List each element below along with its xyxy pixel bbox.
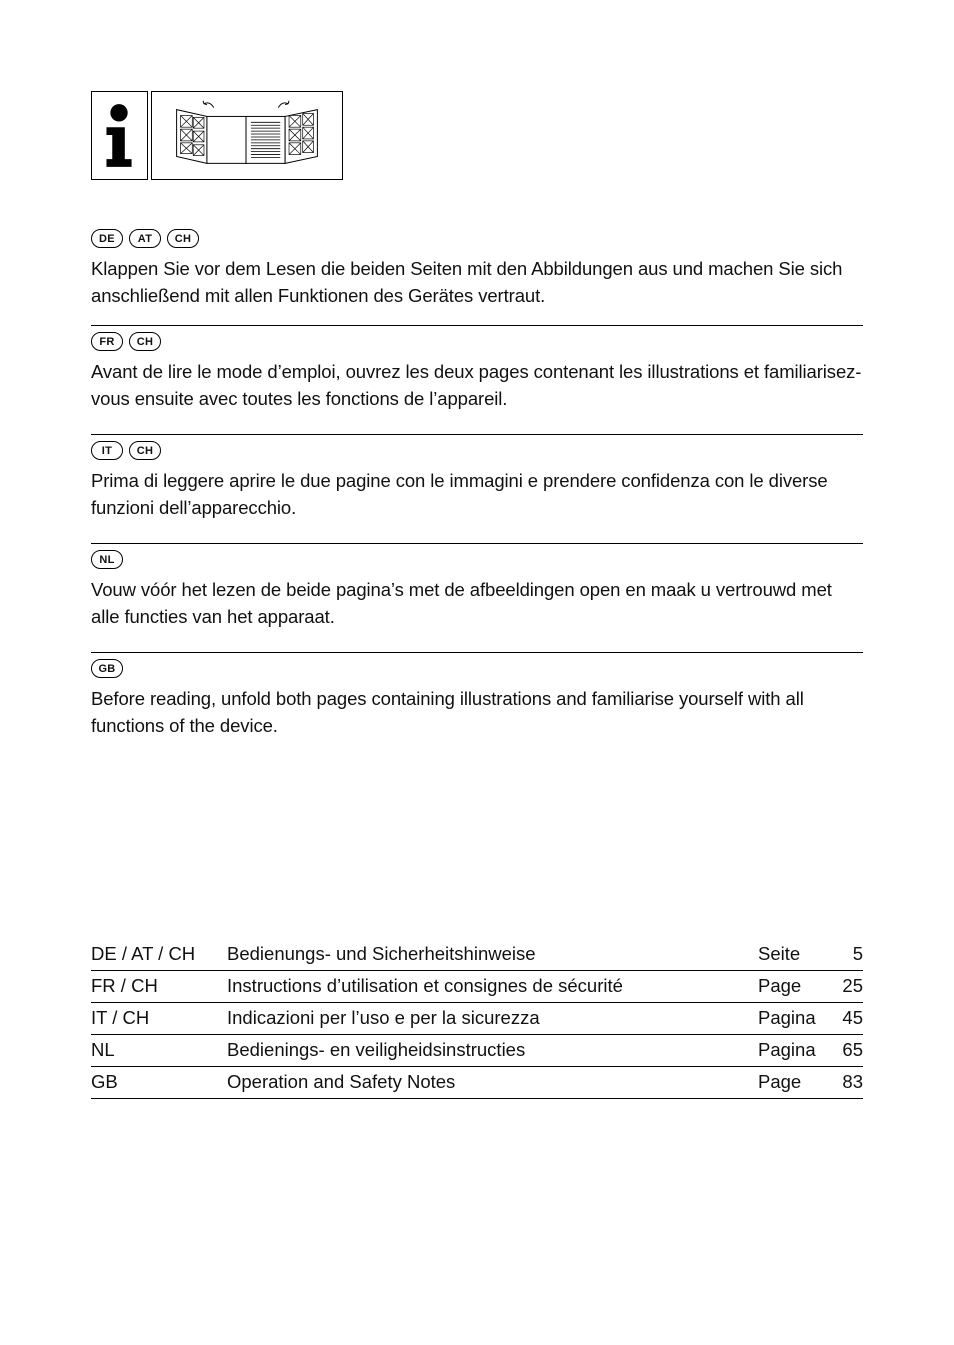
language-section — [91, 434, 863, 543]
language-instructions — [91, 225, 863, 761]
country-code-badge: CH — [129, 332, 161, 351]
toc-page-label: Pagina — [758, 1007, 816, 1028]
unfold-pages-icon — [151, 91, 343, 180]
toc-language-code: GB — [91, 1071, 118, 1092]
toc-language-code: NL — [91, 1039, 115, 1060]
toc-row — [91, 1002, 863, 1034]
instruction-text: Before reading, unfold both pages containing illustrations and familiarise yourself with all functions of the device. — [91, 688, 804, 736]
toc-language-code: IT / CH — [91, 1007, 150, 1028]
toc-page-label: Page — [758, 1071, 802, 1092]
toc-page-number: 25 — [842, 975, 863, 996]
language-badges — [91, 657, 863, 679]
toc-language-code: FR / CH — [91, 975, 158, 996]
toc-title: Indicazioni per l’uso e per la sicurezza — [227, 1007, 540, 1028]
toc-row — [91, 1034, 863, 1066]
toc-title: Instructions d’utilisation et consignes de sécurité — [227, 975, 623, 996]
toc-page-label: Page — [758, 975, 802, 996]
toc-page-label: Seite — [758, 942, 801, 964]
toc-row — [91, 970, 863, 1002]
table-of-contents — [91, 938, 863, 1099]
toc-page-label: Pagina — [758, 1039, 816, 1060]
country-code-badge: IT — [91, 441, 123, 460]
toc-page-number: 45 — [842, 1007, 863, 1028]
language-section — [91, 325, 863, 434]
instruction-text: Prima di leggere aprire le due pagine con le immagini e prendere confidenza con le diverse funzioni dell’apparecchio. — [91, 470, 828, 518]
toc-language-code: DE / AT / CH — [91, 942, 196, 964]
country-code-badge: NL — [91, 550, 123, 569]
toc-title: Operation and Safety Notes — [227, 1071, 456, 1092]
info-icon — [91, 91, 148, 180]
toc-title: Bedienungs- und Sicherheitshinweise — [227, 942, 536, 964]
language-badges — [91, 330, 863, 352]
country-code-badge: CH — [167, 229, 199, 248]
toc-page-number: 65 — [842, 1039, 863, 1060]
instruction-text: Avant de lire le mode d’emploi, ouvrez les deux pages contenant les illustrations et familiarisez-vous ensuite avec toutes les fonctions de l’appareil. — [91, 361, 862, 409]
language-badges — [91, 548, 863, 570]
country-code-badge: DE — [91, 229, 123, 248]
language-section — [91, 543, 863, 652]
language-section — [91, 652, 863, 761]
toc-page-number: 83 — [842, 1071, 863, 1092]
toc-page-number: 5 — [852, 942, 863, 964]
country-code-badge: AT — [129, 229, 161, 248]
toc-title: Bedienings- en veiligheidsinstructies — [227, 1039, 526, 1060]
toc-row — [91, 1066, 863, 1098]
language-badges — [91, 439, 863, 461]
country-code-badge: FR — [91, 332, 123, 351]
toc-row — [91, 938, 863, 970]
country-code-badge: GB — [91, 659, 123, 678]
country-code-badge: CH — [129, 441, 161, 460]
instruction-text: Klappen Sie vor dem Lesen die beiden Seiten mit den Abbildungen aus und machen Sie sich anschließend mit allen Funktionen des Gerätes vertraut. — [91, 258, 843, 306]
language-badges — [91, 227, 863, 249]
language-section — [91, 227, 863, 325]
instruction-text: Vouw vóór het lezen de beide pagina’s met de afbeeldingen open en maak u vertrouwd met alle functies van het apparaat. — [91, 579, 832, 627]
